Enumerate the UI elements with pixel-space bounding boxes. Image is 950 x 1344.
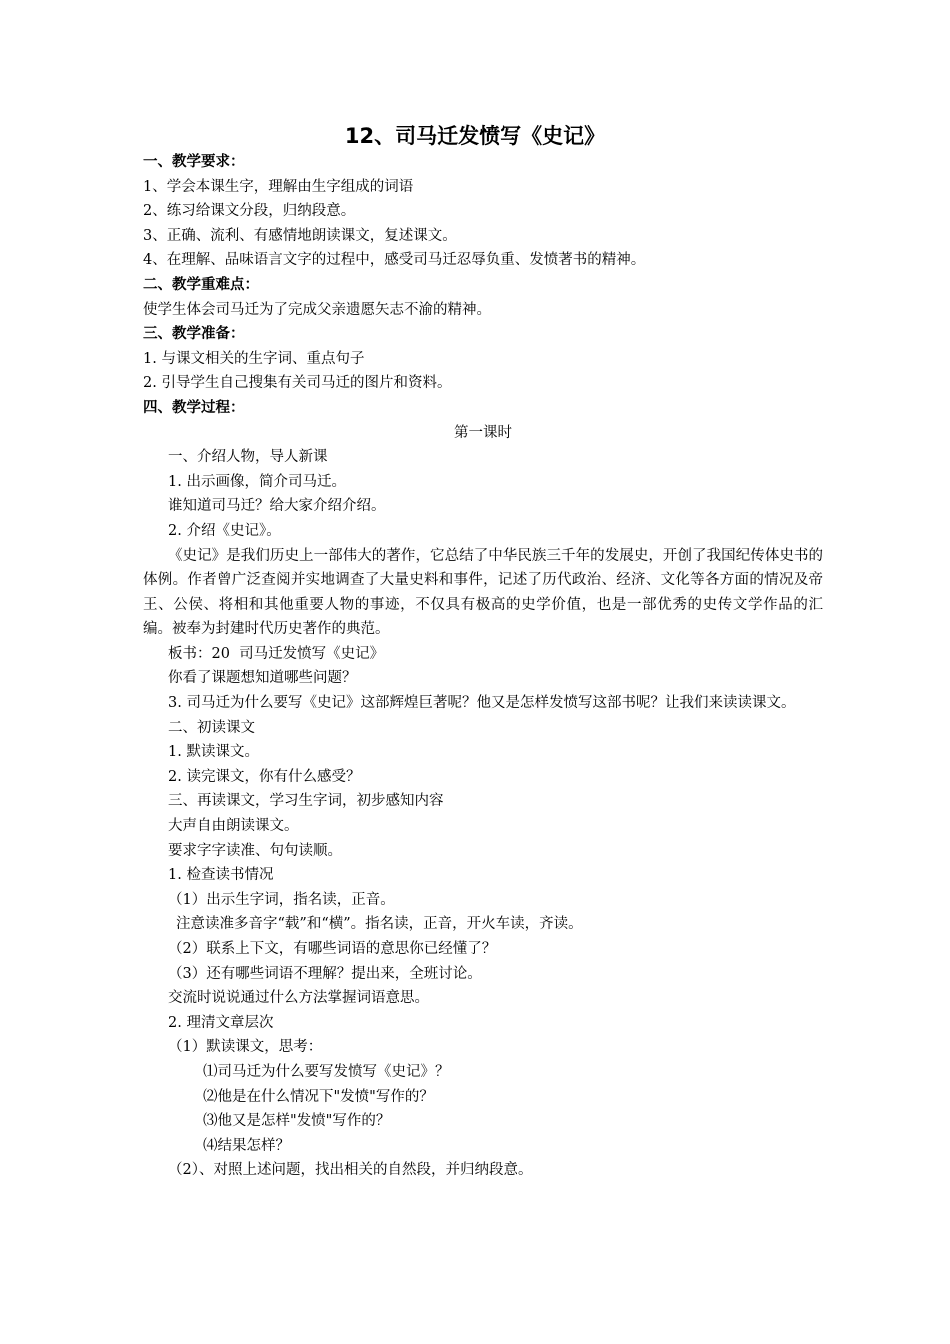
step-text: 1. 出示画像，简介司马迁。	[168, 473, 346, 490]
document-body	[143, 150, 823, 1183]
process-heading: 四、教学过程：	[143, 399, 245, 416]
question-item: ⑵他是在什么情况下"发愤"写作的？	[203, 1088, 434, 1105]
requirement-item: 2、练习给课文分段，归纳段意。	[143, 203, 356, 220]
session-title: 第一课时	[454, 424, 512, 441]
question-item: ⑷结果怎样？	[203, 1137, 290, 1154]
sub-step-text: （3）还有哪些词语不理解？提出来，全班讨论。	[168, 965, 482, 982]
requirements-heading: 一、教学要求：	[143, 154, 245, 170]
requirement-item: 4、在理解、品味语言文字的过程中，感受司马迁忍辱负重、发愤著书的精神。	[143, 252, 646, 269]
requirement-item: 1、学会本课生字，理解由生字组成的词语	[143, 178, 414, 195]
part1-heading: 一、介绍人物，导人新课	[168, 449, 328, 466]
step-text: 3. 司马迁为什么要写《史记》这部辉煌巨著呢？他又是怎样发愤写这部书呢？让我们来读读课文。	[168, 695, 796, 712]
question-item: ⑶他又是怎样"发愤"写作的？	[203, 1113, 391, 1130]
sub-step-text: （2）联系上下文，有哪些词语的意思你已经懂了？	[168, 941, 497, 957]
prep-heading: 三、教学准备：	[143, 326, 245, 343]
sub-step-text: （1）默读课文，思考：	[168, 1039, 323, 1056]
keypoints-text: 使学生体会司马迁为了完成父亲遗愿矢志不渝的精神。	[143, 301, 491, 318]
part2-heading: 二、初读课文	[168, 719, 255, 736]
step-text: 大声自由朗读课文。	[168, 818, 299, 835]
keypoints-heading: 二、教学重难点：	[143, 276, 259, 293]
step-text: 1. 检查读书情况	[168, 867, 274, 884]
note-text: 注意读准多音字“载”和“横”。指名读，正音，开火车读，齐读。	[176, 916, 583, 933]
step-text: 2. 介绍《史记》。	[168, 522, 281, 539]
step-text: 2. 理清文章层次	[168, 1014, 274, 1031]
question-item: ⑴司马迁为什么要写发愤写《史记》？	[203, 1063, 450, 1080]
prep-item: 2. 引导学生自己搜集有关司马迁的图片和资料。	[143, 375, 452, 392]
sub-step-text: （2）、对照上述问题，找出相关的自然段，并归纳段意。	[168, 1162, 533, 1179]
step-text: 谁知道司马迁？给大家介绍介绍。	[168, 498, 386, 515]
part3-heading: 三、再读课文，学习生字词，初步感知内容	[168, 793, 444, 810]
sub-step-text: （1）出示生字词，指名读，正音。	[168, 891, 395, 908]
page-title: 12、司马迁发愤写《史记》	[344, 124, 606, 148]
step-text: 1. 默读课文。	[168, 744, 259, 761]
step-text: 交流时说说通过什么方法掌握词语意思。	[168, 990, 429, 1007]
step-text: 你看了课题想知道哪些问题？	[168, 670, 357, 687]
prep-item: 1. 与课文相关的生字词、重点句子	[143, 350, 365, 367]
requirement-item: 3、正确、流利、有感情地朗读课文，复述课文。	[143, 227, 457, 244]
step-text: 要求字字读准、句句读顺。	[168, 842, 342, 859]
board-text: 板书：20 司马迁发愤写《史记》	[168, 645, 385, 662]
step-text: 2. 读完课文，你有什么感受？	[168, 768, 361, 785]
shiji-paragraph: 《史记》是我们历史上一部伟大的著作，它总结了中华民族三千年的发展史，开创了我国纪传体史书的体例。作者曾广泛查阅并实地调查了大量史料和事件，记述了历代政治、经济、文化等各方面的情况及帝王、公侯、将相和其他重要人物的事迹，不仅具有极高的史学价值，也是一部优秀的史传文学作品的汇编。被奉为封建时代历史著作的典范。	[143, 547, 823, 638]
